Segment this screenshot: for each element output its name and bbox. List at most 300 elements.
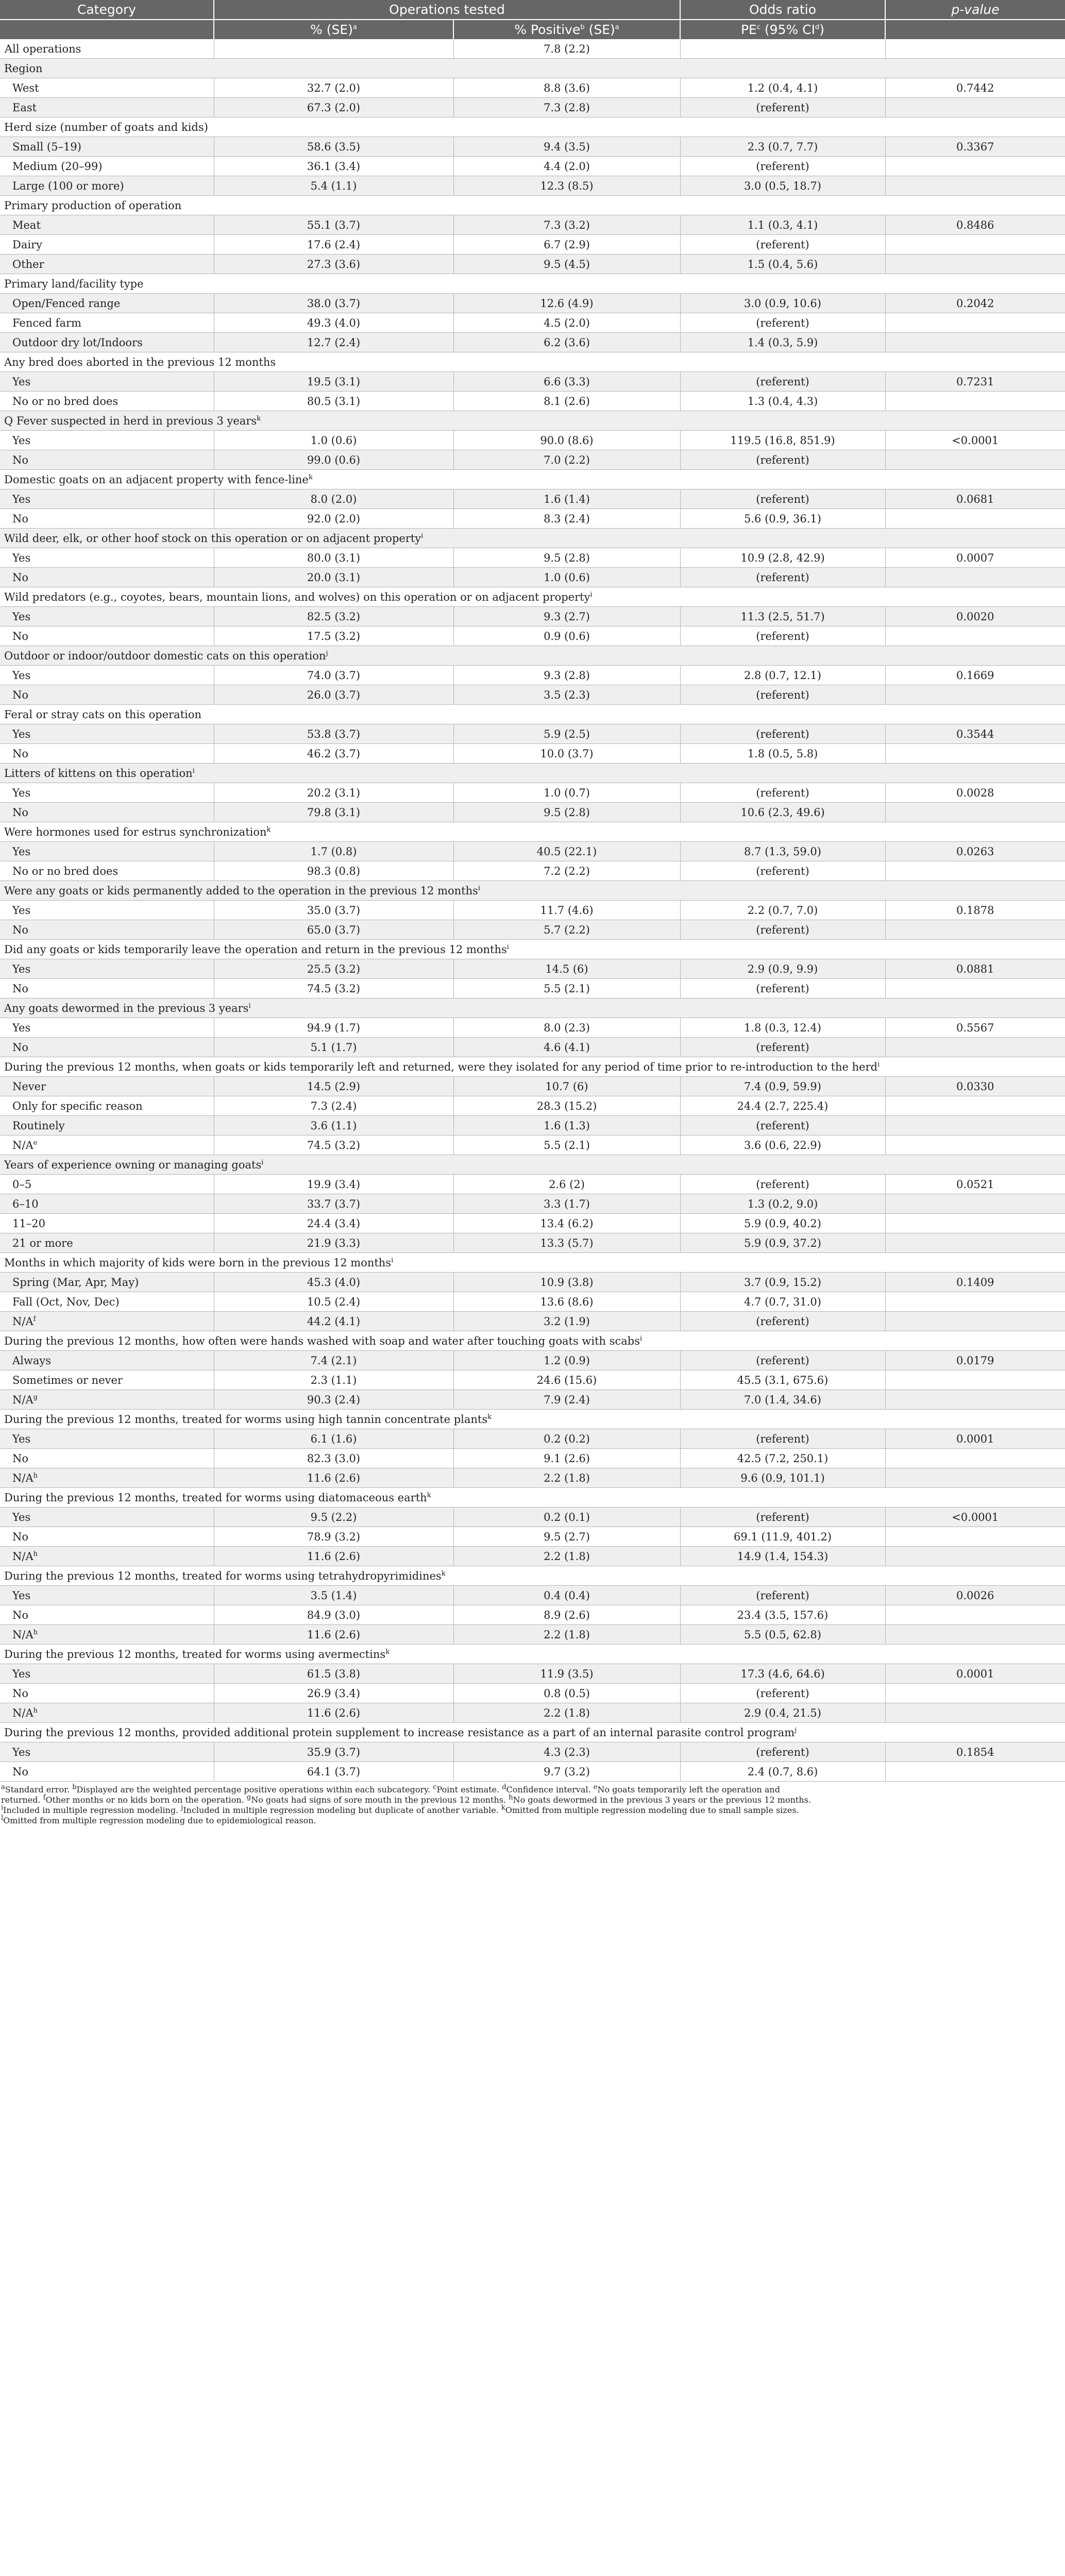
percent-positive-cell: 2.2 (1.8): [453, 1468, 680, 1488]
table-row: [0, 1429, 1065, 1449]
p-value-cell: 0.7231: [885, 372, 1065, 392]
section-header-row: [0, 1488, 1065, 1507]
operations-tested-cell: 74.5 (3.2): [214, 979, 453, 998]
table-row: [0, 1351, 1065, 1370]
table-row: [0, 1547, 1065, 1566]
p-value-cell: [885, 626, 1065, 646]
odds-ratio-cell: 69.1 (11.9, 401.2): [680, 1527, 885, 1547]
row-label: No: [0, 1762, 214, 1782]
operations-tested-cell: 94.9 (1.7): [214, 1018, 453, 1038]
section-header-row: [0, 940, 1065, 959]
section-label: Primary production of operation: [0, 196, 1065, 215]
operations-tested-cell: 64.1 (3.7): [214, 1762, 453, 1782]
odds-ratio-cell: 1.8 (0.5, 5.8): [680, 744, 885, 764]
p-value-cell: [885, 333, 1065, 352]
table-row: [0, 724, 1065, 744]
row-label: Yes: [0, 548, 214, 568]
row-label: Fenced farm: [0, 313, 214, 333]
operations-tested-cell: 80.5 (3.1): [214, 392, 453, 411]
operations-tested-cell: 25.5 (3.2): [214, 959, 453, 979]
odds-ratio-cell: (referent): [680, 685, 885, 705]
row-label: Medium (20–99): [0, 157, 214, 176]
odds-ratio-cell: (referent): [680, 979, 885, 998]
p-value-cell: [885, 1292, 1065, 1312]
operations-tested-cell: 58.6 (3.5): [214, 137, 453, 157]
section-header-row: [0, 59, 1065, 78]
odds-ratio-cell: (referent): [680, 1429, 885, 1449]
row-label: No: [0, 1449, 214, 1468]
odds-ratio-cell: (referent): [680, 157, 885, 176]
odds-ratio-cell: 5.9 (0.9, 40.2): [680, 1214, 885, 1233]
percent-positive-cell: 2.6 (2): [453, 1175, 680, 1194]
table-row: [0, 607, 1065, 626]
percent-positive-cell: 14.5 (6): [453, 959, 680, 979]
table-row: [0, 313, 1065, 333]
table-row: [0, 235, 1065, 255]
p-value-cell: [885, 1214, 1065, 1233]
table-row: [0, 1762, 1065, 1782]
odds-ratio-cell: (referent): [680, 568, 885, 587]
p-value-cell: 0.1878: [885, 901, 1065, 920]
odds-ratio-cell: 2.2 (0.7, 7.0): [680, 901, 885, 920]
section-header-row: [0, 881, 1065, 901]
section-header-row: [0, 1253, 1065, 1273]
percent-positive-cell: 3.3 (1.7): [453, 1194, 680, 1214]
section-header-row: [0, 646, 1065, 666]
table-row: [0, 685, 1065, 705]
odds-ratio-cell: 10.9 (2.8, 42.9): [680, 548, 885, 568]
percent-positive-cell: 7.9 (2.4): [453, 1390, 680, 1410]
row-label: Yes: [0, 1664, 214, 1684]
table-row: [0, 1390, 1065, 1410]
percent-positive-cell: 5.9 (2.5): [453, 724, 680, 744]
percent-positive-cell: 13.4 (6.2): [453, 1214, 680, 1233]
table-row: [0, 255, 1065, 274]
odds-ratio-cell: 1.3 (0.2, 9.0): [680, 1194, 885, 1214]
operations-tested-cell: 26.9 (3.4): [214, 1684, 453, 1703]
row-label: No: [0, 744, 214, 764]
percent-positive-cell: 11.7 (4.6): [453, 901, 680, 920]
operations-tested-cell: 82.5 (3.2): [214, 607, 453, 626]
p-value-cell: [885, 255, 1065, 274]
table-row: [0, 176, 1065, 196]
odds-ratio-cell: (referent): [680, 1351, 885, 1370]
percent-positive-cell: 4.4 (2.0): [453, 157, 680, 176]
table-row: [0, 1468, 1065, 1488]
percent-positive-cell: 2.2 (1.8): [453, 1625, 680, 1645]
percent-positive-cell: 5.7 (2.2): [453, 920, 680, 940]
operations-tested-cell: 24.4 (3.4): [214, 1214, 453, 1233]
operations-tested-cell: 27.3 (3.6): [214, 255, 453, 274]
operations-tested-cell: 92.0 (2.0): [214, 509, 453, 529]
section-header-row: [0, 352, 1065, 372]
table-row: [0, 489, 1065, 509]
percent-positive-cell: 1.0 (0.6): [453, 568, 680, 587]
table-row: [0, 1136, 1065, 1155]
row-label: No: [0, 1684, 214, 1703]
p-value-cell: [885, 98, 1065, 117]
section-label: Were any goats or kids permanently added to the operation in the previous 12 months$^i$: [0, 881, 1065, 901]
percent-positive-cell: 1.2 (0.9): [453, 1351, 680, 1370]
p-value-cell: [885, 1449, 1065, 1468]
table-row: [0, 666, 1065, 685]
section-header-row: [0, 117, 1065, 137]
p-value-cell: 0.0001: [885, 1664, 1065, 1684]
operations-tested-cell: 38.0 (3.7): [214, 294, 453, 313]
section-header-row: [0, 1723, 1065, 1742]
section-label: Q Fever suspected in herd in previous 3 years$^k$: [0, 411, 1065, 431]
odds-ratio-cell: (referent): [680, 1742, 885, 1762]
row-label: Other: [0, 255, 214, 274]
row-label: Yes: [0, 666, 214, 685]
table-row: [0, 1194, 1065, 1214]
p-value-cell: [885, 1370, 1065, 1390]
odds-ratio-cell: 7.0 (1.4, 34.6): [680, 1390, 885, 1410]
operations-tested-cell: 9.5 (2.2): [214, 1507, 453, 1527]
section-label: During the previous 12 months, treated for worms using high tannin concentrate plants$^k$: [0, 1410, 1065, 1429]
operations-tested-cell: 84.9 (3.0): [214, 1605, 453, 1625]
p-value-cell: 0.0028: [885, 783, 1065, 803]
percent-positive-cell: 7.3 (3.2): [453, 215, 680, 235]
operations-tested-cell: 17.6 (2.4): [214, 235, 453, 255]
p-value-cell: [885, 176, 1065, 196]
table-row: [0, 1449, 1065, 1468]
odds-ratio-cell: 3.7 (0.9, 15.2): [680, 1273, 885, 1292]
section-label: Months in which majority of kids were born in the previous 12 months$^i$: [0, 1253, 1065, 1273]
p-value-cell: [885, 1527, 1065, 1547]
odds-ratio-cell: (referent): [680, 450, 885, 470]
section-header-row: [0, 587, 1065, 607]
p-value-cell: [885, 1194, 1065, 1214]
odds-ratio-cell: (referent): [680, 489, 885, 509]
all-operations-row: [0, 39, 1065, 59]
section-label: Herd size (number of goats and kids): [0, 117, 1065, 137]
percent-positive-cell: 0.9 (0.6): [453, 626, 680, 646]
percent-positive-cell: 5.5 (2.1): [453, 979, 680, 998]
row-label: West: [0, 78, 214, 98]
p-value-cell: [885, 744, 1065, 764]
header-pct-se: % (SE)$^a$: [214, 20, 453, 39]
percent-positive-cell: 40.5 (22.1): [453, 842, 680, 861]
operations-tested-cell: 11.6 (2.6): [214, 1625, 453, 1645]
table-row: [0, 1273, 1065, 1292]
section-label: During the previous 12 months, treated for worms using tetrahydropyrimidines$^k$: [0, 1566, 1065, 1586]
header-blank: [0, 20, 214, 39]
percent-positive-cell: 0.2 (0.1): [453, 1507, 680, 1527]
p-value-cell: [885, 392, 1065, 411]
p-value-cell: [885, 1096, 1065, 1116]
percent-positive-cell: 1.6 (1.3): [453, 1116, 680, 1136]
footnote-line: $^l$Omitted from multiple regression modeling due to epidemiological reason.: [1, 1814, 316, 1825]
operations-tested-cell: 35.9 (3.7): [214, 1742, 453, 1762]
row-label: Open/Fenced range: [0, 294, 214, 313]
section-header-row: [0, 1566, 1065, 1586]
table-row: [0, 372, 1065, 392]
odds-ratio-cell: (referent): [680, 1175, 885, 1194]
section-header-row: [0, 411, 1065, 431]
row-label: 21 or more: [0, 1233, 214, 1253]
row-label: No or no bred does: [0, 861, 214, 881]
operations-tested-cell: 55.1 (3.7): [214, 215, 453, 235]
odds-ratio-cell: 9.6 (0.9, 101.1): [680, 1468, 885, 1488]
odds-ratio-cell: 8.7 (1.3, 59.0): [680, 842, 885, 861]
table-row: [0, 783, 1065, 803]
table-row: [0, 744, 1065, 764]
p-value-cell: 0.0026: [885, 1586, 1065, 1605]
row-label: Large (100 or more): [0, 176, 214, 196]
section-header-row: [0, 764, 1065, 783]
percent-positive-cell: 7.0 (2.2): [453, 450, 680, 470]
section-label: Wild predators (e.g., coyotes, bears, mountain lions, and wolves) on this operation or on adjacent property$^i$: [0, 587, 1065, 607]
table-row: [0, 1586, 1065, 1605]
p-value-cell: [885, 861, 1065, 881]
odds-ratio-cell: 2.9 (0.4, 21.5): [680, 1703, 885, 1723]
p-value-cell: 0.0881: [885, 959, 1065, 979]
percent-positive-cell: 90.0 (8.6): [453, 431, 680, 450]
p-value-cell: 0.1854: [885, 1742, 1065, 1762]
p-value-cell: [885, 157, 1065, 176]
percent-positive-cell: 9.5 (2.8): [453, 803, 680, 822]
row-label: Yes: [0, 901, 214, 920]
table-row: [0, 392, 1065, 411]
percent-positive-cell: 9.4 (3.5): [453, 137, 680, 157]
table-row: [0, 98, 1065, 117]
section-label: Domestic goats on an adjacent property with fence-line$^k$: [0, 470, 1065, 489]
odds-ratio-cell: 14.9 (1.4, 154.3): [680, 1547, 885, 1566]
row-label: Never: [0, 1077, 214, 1096]
row-label: $N/A^f$: [0, 1312, 214, 1331]
operations-tested-cell: 19.5 (3.1): [214, 372, 453, 392]
table-row: [0, 959, 1065, 979]
p-value-cell: 0.8486: [885, 215, 1065, 235]
odds-ratio-cell: (referent): [680, 1586, 885, 1605]
section-label: Any bred does aborted in the previous 12 months: [0, 352, 1065, 372]
table-row: [0, 1038, 1065, 1057]
table-row: [0, 548, 1065, 568]
row-label: Yes: [0, 724, 214, 744]
table-row: [0, 842, 1065, 861]
table-row: [0, 861, 1065, 881]
section-label: During the previous 12 months, when goats or kids temporarily left and returned, were they isolated for any period of time prior to re-introduction to the herd$^i$: [0, 1057, 1065, 1077]
percent-positive-cell: 9.3 (2.7): [453, 607, 680, 626]
section-label: Litters of kittens on this operation$^i$: [0, 764, 1065, 783]
section-label: Were hormones used for estrus synchronization$^k$: [0, 822, 1065, 842]
percent-positive-cell: 8.3 (2.4): [453, 509, 680, 529]
p-value-cell: [885, 1116, 1065, 1136]
row-label: All operations: [0, 39, 214, 59]
operations-tested-cell: 3.6 (1.1): [214, 1116, 453, 1136]
section-label: Region: [0, 59, 1065, 78]
operations-tested-cell: 32.7 (2.0): [214, 78, 453, 98]
operations-tested-cell: 36.1 (3.4): [214, 157, 453, 176]
header-pct-positive: % Positive$^b$ (SE)$^a$: [453, 20, 680, 39]
p-value-cell: [885, 450, 1065, 470]
row-label: No: [0, 509, 214, 529]
operations-tested-cell: 12.7 (2.4): [214, 333, 453, 352]
header-category: Category: [0, 0, 214, 20]
percent-positive-cell: 6.6 (3.3): [453, 372, 680, 392]
odds-ratio-cell: (referent): [680, 1507, 885, 1527]
percent-positive-cell: 9.7 (3.2): [453, 1762, 680, 1782]
row-label: Yes: [0, 1429, 214, 1449]
percent-positive-cell: 7.2 (2.2): [453, 861, 680, 881]
row-label: Routinely: [0, 1116, 214, 1136]
table-row: [0, 1175, 1065, 1194]
p-value-cell: <0.0001: [885, 1507, 1065, 1527]
operations-tested-cell: 11.6 (2.6): [214, 1703, 453, 1723]
operations-tested-cell: 5.1 (1.7): [214, 1038, 453, 1057]
row-label: East: [0, 98, 214, 117]
table-row: [0, 1096, 1065, 1116]
operations-tested-cell: 14.5 (2.9): [214, 1077, 453, 1096]
section-header-row: [0, 705, 1065, 724]
percent-positive-cell: 3.5 (2.3): [453, 685, 680, 705]
table-row: [0, 1742, 1065, 1762]
odds-ratio-cell: 4.7 (0.7, 31.0): [680, 1292, 885, 1312]
operations-tested-cell: 11.6 (2.6): [214, 1468, 453, 1488]
table-row: [0, 1116, 1065, 1136]
operations-tested-cell: 44.2 (4.1): [214, 1312, 453, 1331]
percent-positive-cell: 4.5 (2.0): [453, 313, 680, 333]
row-label: Sometimes or never: [0, 1370, 214, 1390]
table-row: [0, 979, 1065, 998]
percent-positive-cell: 10.7 (6): [453, 1077, 680, 1096]
row-label: Yes: [0, 1018, 214, 1038]
operations-tested-cell: 80.0 (3.1): [214, 548, 453, 568]
operations-tested-cell: 7.4 (2.1): [214, 1351, 453, 1370]
percent-positive-cell: 6.2 (3.6): [453, 333, 680, 352]
table-row: [0, 1527, 1065, 1547]
odds-ratio-cell: 11.3 (2.5, 51.7): [680, 607, 885, 626]
odds-ratio-cell: (referent): [680, 372, 885, 392]
odds-ratio-cell: 2.8 (0.7, 12.1): [680, 666, 885, 685]
operations-tested-cell: 19.9 (3.4): [214, 1175, 453, 1194]
section-header-row: [0, 196, 1065, 215]
odds-ratio-cell: 10.6 (2.3, 49.6): [680, 803, 885, 822]
row-label: No: [0, 450, 214, 470]
header-pe-ci: $PE^c$ (95% $CI^d$): [680, 20, 885, 39]
p-value-cell: 0.0179: [885, 1351, 1065, 1370]
row-label: Outdoor dry lot/Indoors: [0, 333, 214, 352]
odds-ratio-cell: 3.6 (0.6, 22.9): [680, 1136, 885, 1155]
odds-ratio-cell: 2.9 (0.9, 9.9): [680, 959, 885, 979]
p-value-cell: [885, 1547, 1065, 1566]
p-value-cell: 0.0001: [885, 1429, 1065, 1449]
section-header-row: [0, 1331, 1065, 1351]
operations-tested-cell: 7.3 (2.4): [214, 1096, 453, 1116]
odds-ratio-cell: 24.4 (2.7, 225.4): [680, 1096, 885, 1116]
section-label: Any goats dewormed in the previous 3 years$^i$: [0, 998, 1065, 1018]
table-row: [0, 803, 1065, 822]
row-label: No: [0, 685, 214, 705]
footnote-line: returned. $^f$Other months or no kids born on the operation. $^g$No goats had signs of sore mouth in the previous 12 months. $^h$No goats dewormed in the previous 3 years or the previous 12 months.: [1, 1793, 811, 1805]
table-row: [0, 1370, 1065, 1390]
table-row: [0, 333, 1065, 352]
p-value-cell: 0.3367: [885, 137, 1065, 157]
percent-positive-cell: 12.6 (4.9): [453, 294, 680, 313]
percent-positive-cell: 0.4 (0.4): [453, 1586, 680, 1605]
percent-positive-cell: 6.7 (2.9): [453, 235, 680, 255]
operations-tested-cell: 1.0 (0.6): [214, 431, 453, 450]
table-row: [0, 450, 1065, 470]
operations-tested-cell: 79.8 (3.1): [214, 803, 453, 822]
odds-ratio-cell: (referent): [680, 98, 885, 117]
p-value-cell: [885, 39, 1065, 59]
section-header-row: [0, 529, 1065, 548]
operations-tested-cell: 90.3 (2.4): [214, 1390, 453, 1410]
p-value-cell: [885, 1605, 1065, 1625]
operations-tested-cell: 5.4 (1.1): [214, 176, 453, 196]
row-label: $N/A^h$: [0, 1547, 214, 1566]
p-value-cell: 0.2042: [885, 294, 1065, 313]
row-label: No or no bred does: [0, 392, 214, 411]
table-header: [0, 0, 1065, 39]
table-row: [0, 568, 1065, 587]
p-value-cell: [885, 1468, 1065, 1488]
odds-ratio-cell: (referent): [680, 235, 885, 255]
p-value-cell: [885, 1684, 1065, 1703]
table-row: [0, 1312, 1065, 1331]
percent-positive-cell: 2.2 (1.8): [453, 1703, 680, 1723]
operations-tested-cell: 46.2 (3.7): [214, 744, 453, 764]
p-value-cell: 0.5567: [885, 1018, 1065, 1038]
percent-positive-cell: 2.2 (1.8): [453, 1547, 680, 1566]
row-label: Yes: [0, 783, 214, 803]
table-row: [0, 294, 1065, 313]
row-label: Fall (Oct, Nov, Dec): [0, 1292, 214, 1312]
p-value-cell: [885, 1136, 1065, 1155]
row-label: No: [0, 1038, 214, 1057]
percent-positive-cell: 7.3 (2.8): [453, 98, 680, 117]
percent-positive-cell: 4.3 (2.3): [453, 1742, 680, 1762]
p-value-cell: 0.1669: [885, 666, 1065, 685]
table-row: [0, 1018, 1065, 1038]
odds-ratio-cell: 119.5 (16.8, 851.9): [680, 431, 885, 450]
odds-ratio-cell: 1.3 (0.4, 4.3): [680, 392, 885, 411]
p-value-cell: 0.0263: [885, 842, 1065, 861]
section-label: Feral or stray cats on this operation: [0, 705, 1065, 724]
percent-positive-cell: 8.9 (2.6): [453, 1605, 680, 1625]
row-label: Dairy: [0, 235, 214, 255]
row-label: Small (5–19): [0, 137, 214, 157]
odds-ratio-cell: 1.1 (0.3, 4.1): [680, 215, 885, 235]
p-value-cell: [885, 235, 1065, 255]
row-label: Only for specific reason: [0, 1096, 214, 1116]
row-label: Yes: [0, 489, 214, 509]
odds-ratio-cell: 3.0 (0.5, 18.7): [680, 176, 885, 196]
percent-positive-cell: 8.0 (2.3): [453, 1018, 680, 1038]
table-row: [0, 431, 1065, 450]
percent-positive-cell: 13.3 (5.7): [453, 1233, 680, 1253]
table-row: [0, 1233, 1065, 1253]
odds-ratio-cell: (referent): [680, 1684, 885, 1703]
row-label: Always: [0, 1351, 214, 1370]
section-label: Years of experience owning or managing goats$^i$: [0, 1155, 1065, 1175]
header-blank: [885, 20, 1065, 39]
row-label: Yes: [0, 1586, 214, 1605]
table-row: [0, 1077, 1065, 1096]
percent-positive-cell: 5.5 (2.1): [453, 1136, 680, 1155]
table-row: [0, 1703, 1065, 1723]
percent-positive-cell: 10.9 (3.8): [453, 1273, 680, 1292]
p-value-cell: [885, 1312, 1065, 1331]
p-value-cell: [885, 803, 1065, 822]
odds-ratio-cell: (referent): [680, 626, 885, 646]
row-label: Yes: [0, 607, 214, 626]
operations-tested-cell: 74.5 (3.2): [214, 1136, 453, 1155]
operations-tested-cell: 3.5 (1.4): [214, 1586, 453, 1605]
operations-tested-cell: 61.5 (3.8): [214, 1664, 453, 1684]
